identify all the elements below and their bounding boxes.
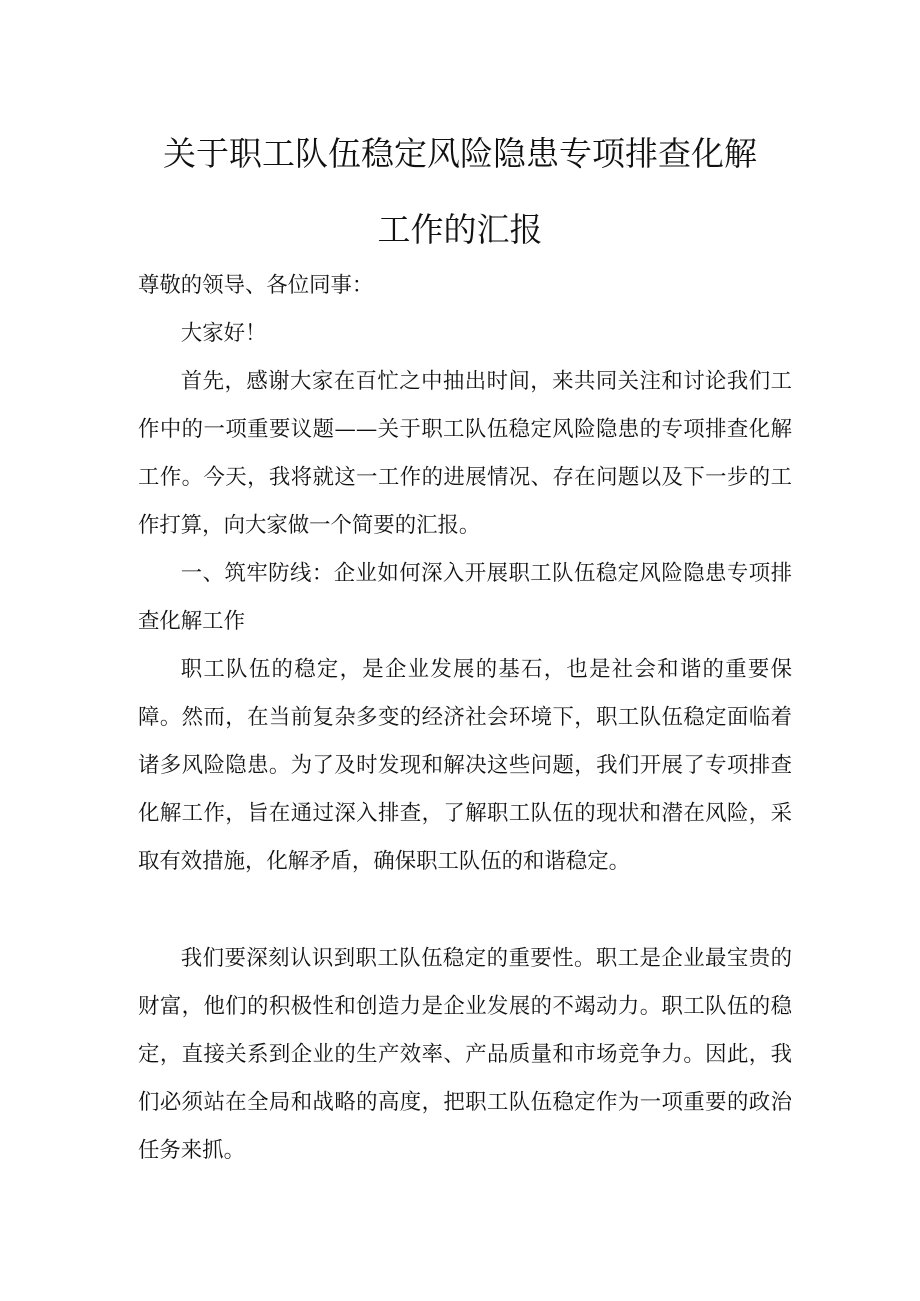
paragraph-text: 首先，感谢大家在百忙之中抽出时间，来共同关注和讨论我们工作中的一项重要议题——关于职工队伍稳定风险隐患的专项排查化解工作。今天，我将就这一工作的进展情况、存在问题以及下一步的工作打算，向大家做一个简要的汇报。: [138, 369, 792, 538]
document-title-line-1: 关于职工队伍稳定风险隐患专项排查化解: [163, 134, 757, 173]
section-heading-1: [138, 550, 792, 646]
paragraph-stability: [138, 646, 792, 886]
salutation-text: 尊敬的领导、各位同事：: [138, 273, 374, 298]
paragraph-text: 职工队伍的稳定，是企业发展的基石，也是社会和谐的重要保障。然而，在当前复杂多变的经济社会环境下，职工队伍稳定面临着诸多风险隐患。为了及时发现和解决这些问题，我们开展了专项排查化解工作，旨在通过深入排查，了解职工队伍的现状和潜在风险，采取有效措施，化解矛盾，确保职工队伍的和谐稳定。: [138, 657, 792, 874]
greeting-text: 大家好！: [180, 321, 267, 346]
paragraph-intro: [138, 358, 792, 550]
section-heading-text: 一、筑牢防线：企业如何深入开展职工队伍稳定风险隐患专项排查化解工作: [138, 561, 792, 634]
greeting: [138, 310, 792, 358]
salutation: [138, 262, 792, 310]
paragraph-text: 我们要深刻认识到职工队伍稳定的重要性。职工是企业最宝贵的财富，他们的积极性和创造力是企业发展的不竭动力。职工队伍的稳定，直接关系到企业的生产效率、产品质量和市场竞争力。因此，我们必须站在全局和战略的高度，把职工队伍稳定作为一项重要的政治任务来抓。: [138, 946, 792, 1163]
paragraph-importance: [138, 935, 792, 1175]
document-title-line-2: 工作的汇报: [377, 210, 543, 249]
